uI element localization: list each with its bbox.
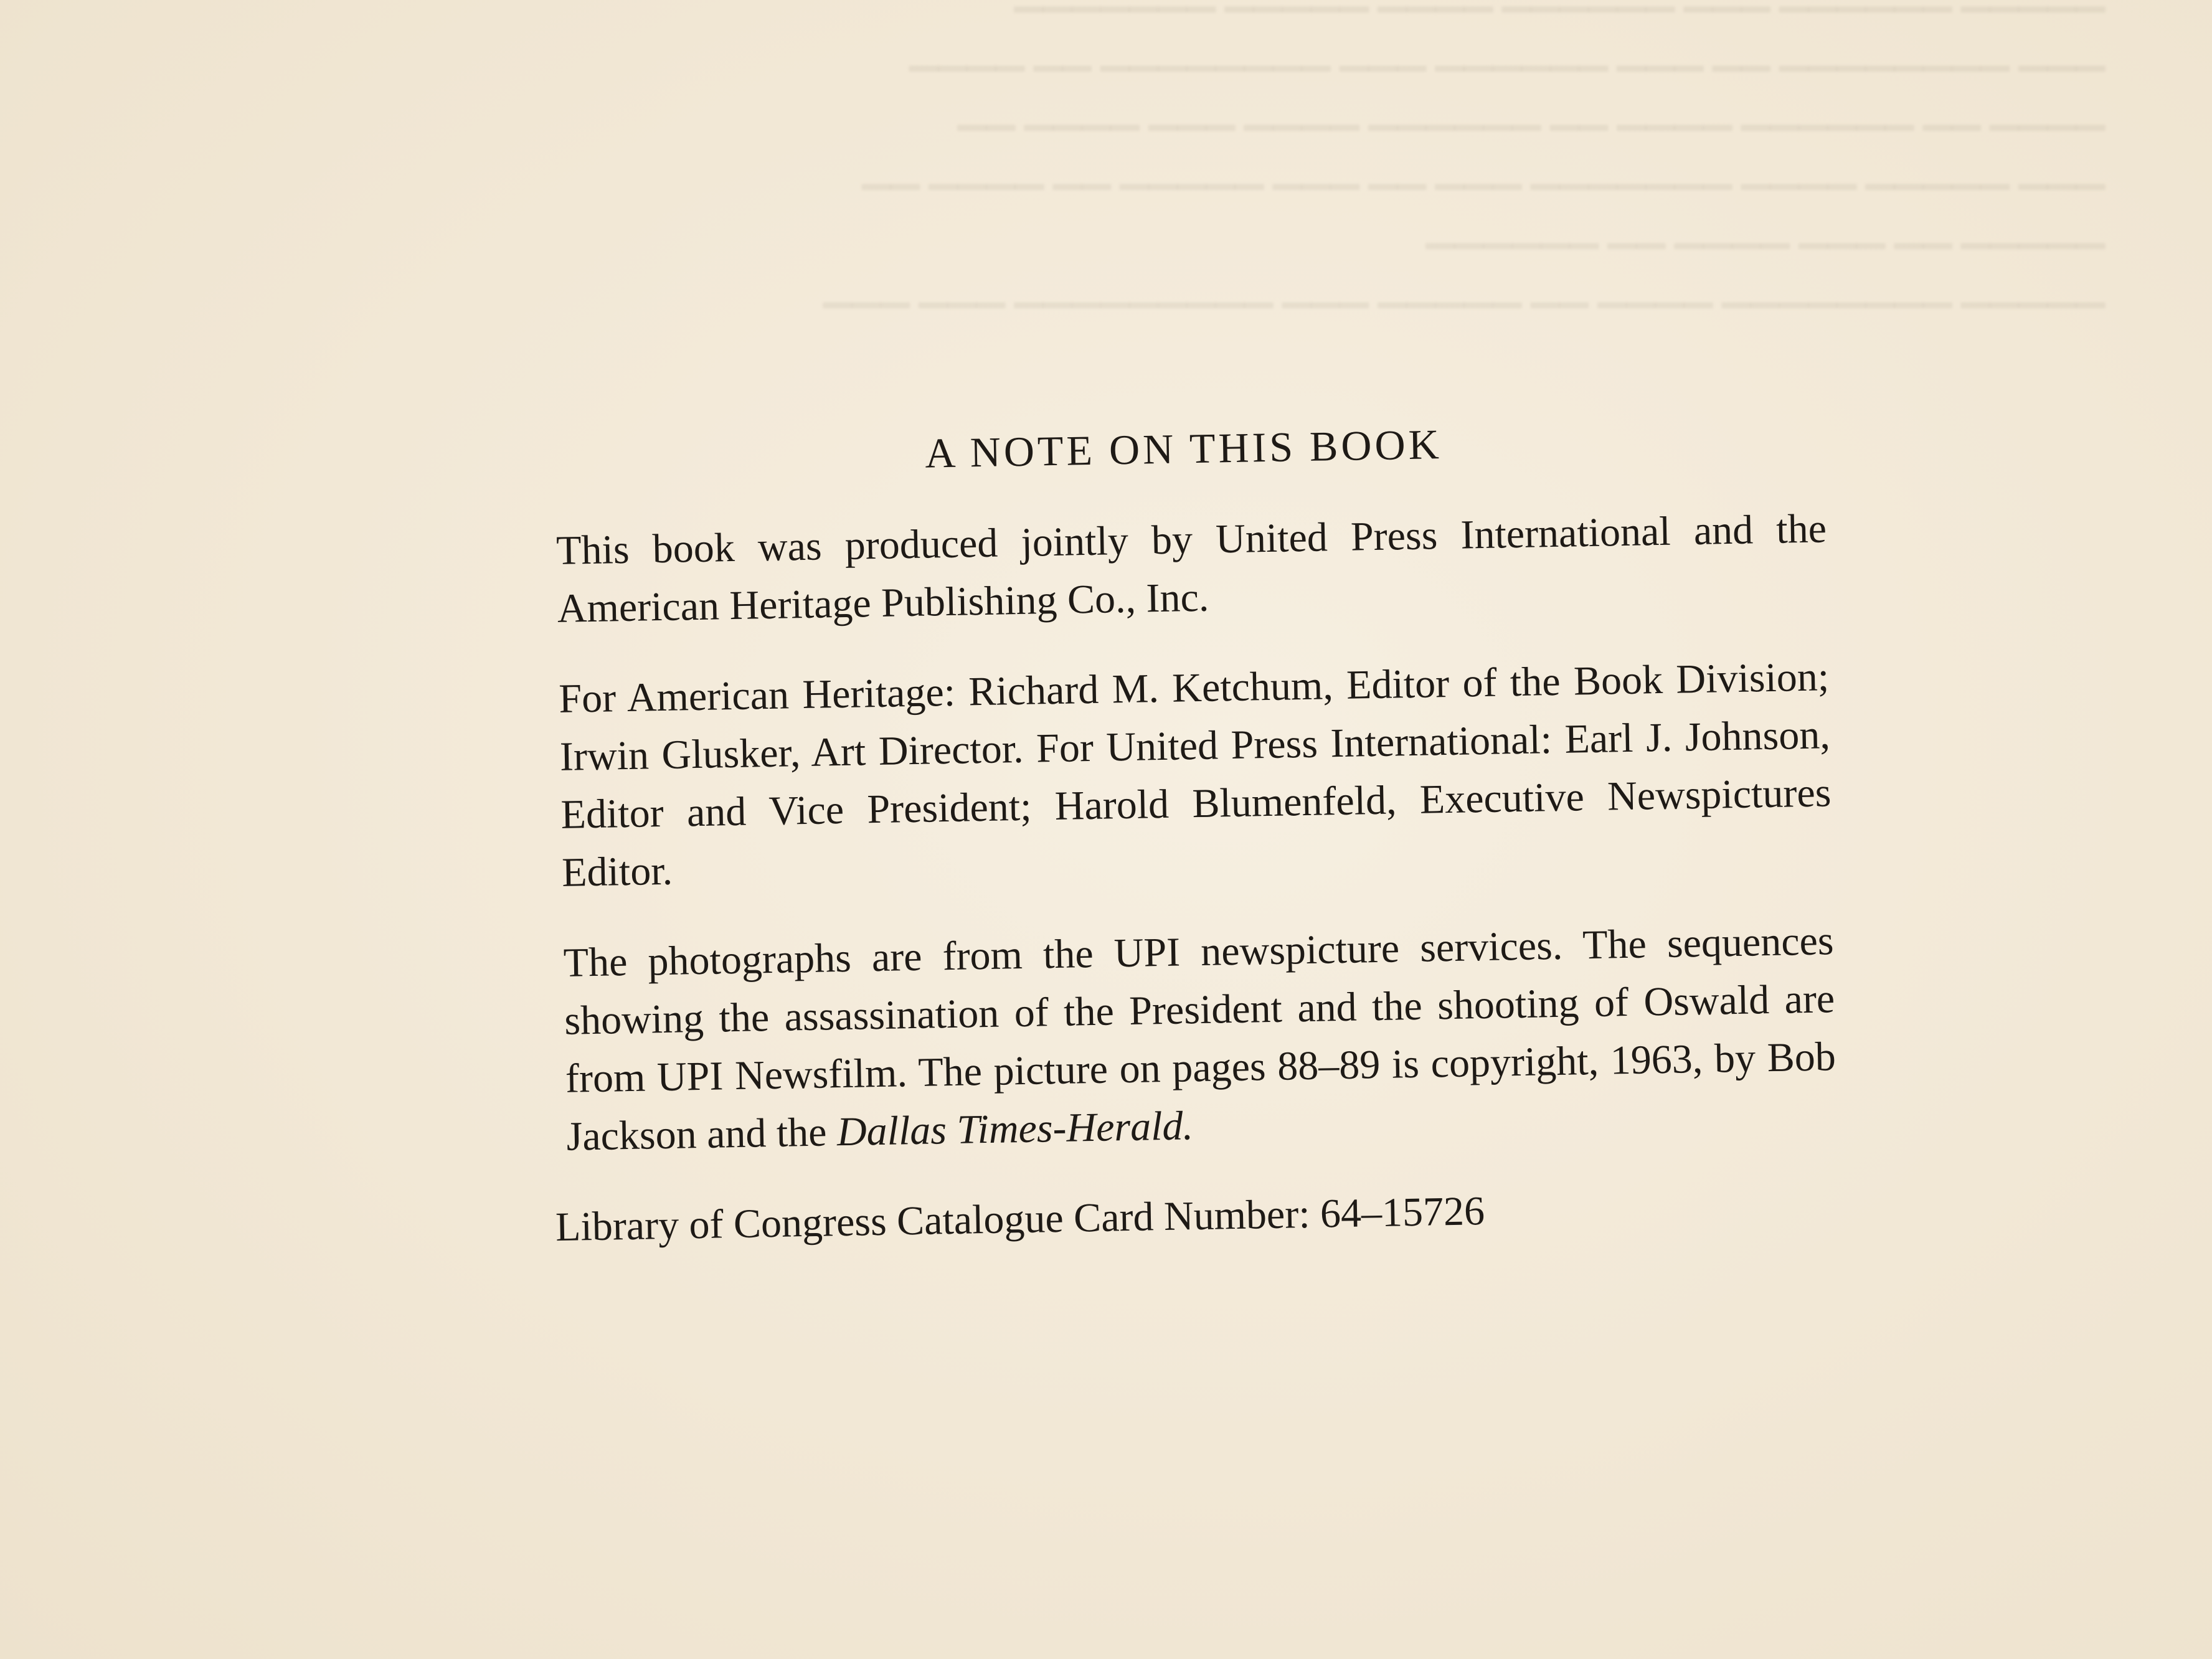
production-paragraph: This book was produced jointly by United Press International and the American Heritage Publishing Co., Inc.	[555, 506, 1827, 631]
photographs-paragraph	[563, 912, 1837, 1166]
photographs-text: The photographs are from the UPI newspicture services. The sequences showing the assassination of the President and the shooting of Oswald are from UPI Newsfilm. The picture on pages 88–89 is copyright, 1963, by Bob Jackson and the	[563, 918, 1836, 1160]
credits-paragraph: For American Heritage: Richard M. Ketchum, Editor of the Book Division; Irwin Glusker, Art Director. For United Press International: Earl J. Johnson, Editor and Vice President; Harold Blumenfeld, Executive Newspictures Editor.	[558, 654, 1832, 896]
show-through-texture: ▔▔▔▔▔ ▔▔▔▔▔▔ ▔▔▔ ▔▔▔▔▔▔ ▔▔▔▔ ▔▔▔▔▔ ▔▔▔▔▔▔▔ ▔▔▔ ▔▔▔▔▔▔▔▔ ▔▔ ▔▔▔ ▔▔▔▔▔▔ ▔▔▔ ▔▔▔▔▔▔▔▔ ▔▔ ▔▔▔▔ ▔▔▔▔ ▔▔ ▔▔▔▔▔▔ ▔▔▔▔ ▔▔ ▔▔▔▔▔▔ ▔▔▔▔ ▔▔▔ ▔▔▔▔ ▔▔ ▔▔▔ ▔▔▔▔▔ ▔▔▔▔ ▔▔▔▔▔▔▔ ▔▔▔ ▔▔ ▔▔▔ ▔▔▔▔▔ ▔▔ ▔▔▔▔ ▔▔ ▔▔▔▔▔ ▔▔ ▔▔▔ ▔▔▔▔ ▔▔ ▔▔▔▔▔▔ ▔▔▔▔▔ ▔▔▔▔▔▔▔▔ ▔▔▔▔ ▔▔ ▔▔▔▔▔ ▔▔▔ ▔▔▔▔▔▔▔▔▔ ▔▔▔ ▔▔▔	[823, 9, 2105, 346]
note-title: A NOTE ON THIS BOOK	[924, 420, 1443, 477]
note-block	[517, 413, 1864, 1257]
newspaper-name: Dallas Times-Herald.	[836, 1103, 1194, 1155]
catalogue-card-number: Library of Congress Catalogue Card Number: 64–15726	[555, 1188, 1485, 1250]
